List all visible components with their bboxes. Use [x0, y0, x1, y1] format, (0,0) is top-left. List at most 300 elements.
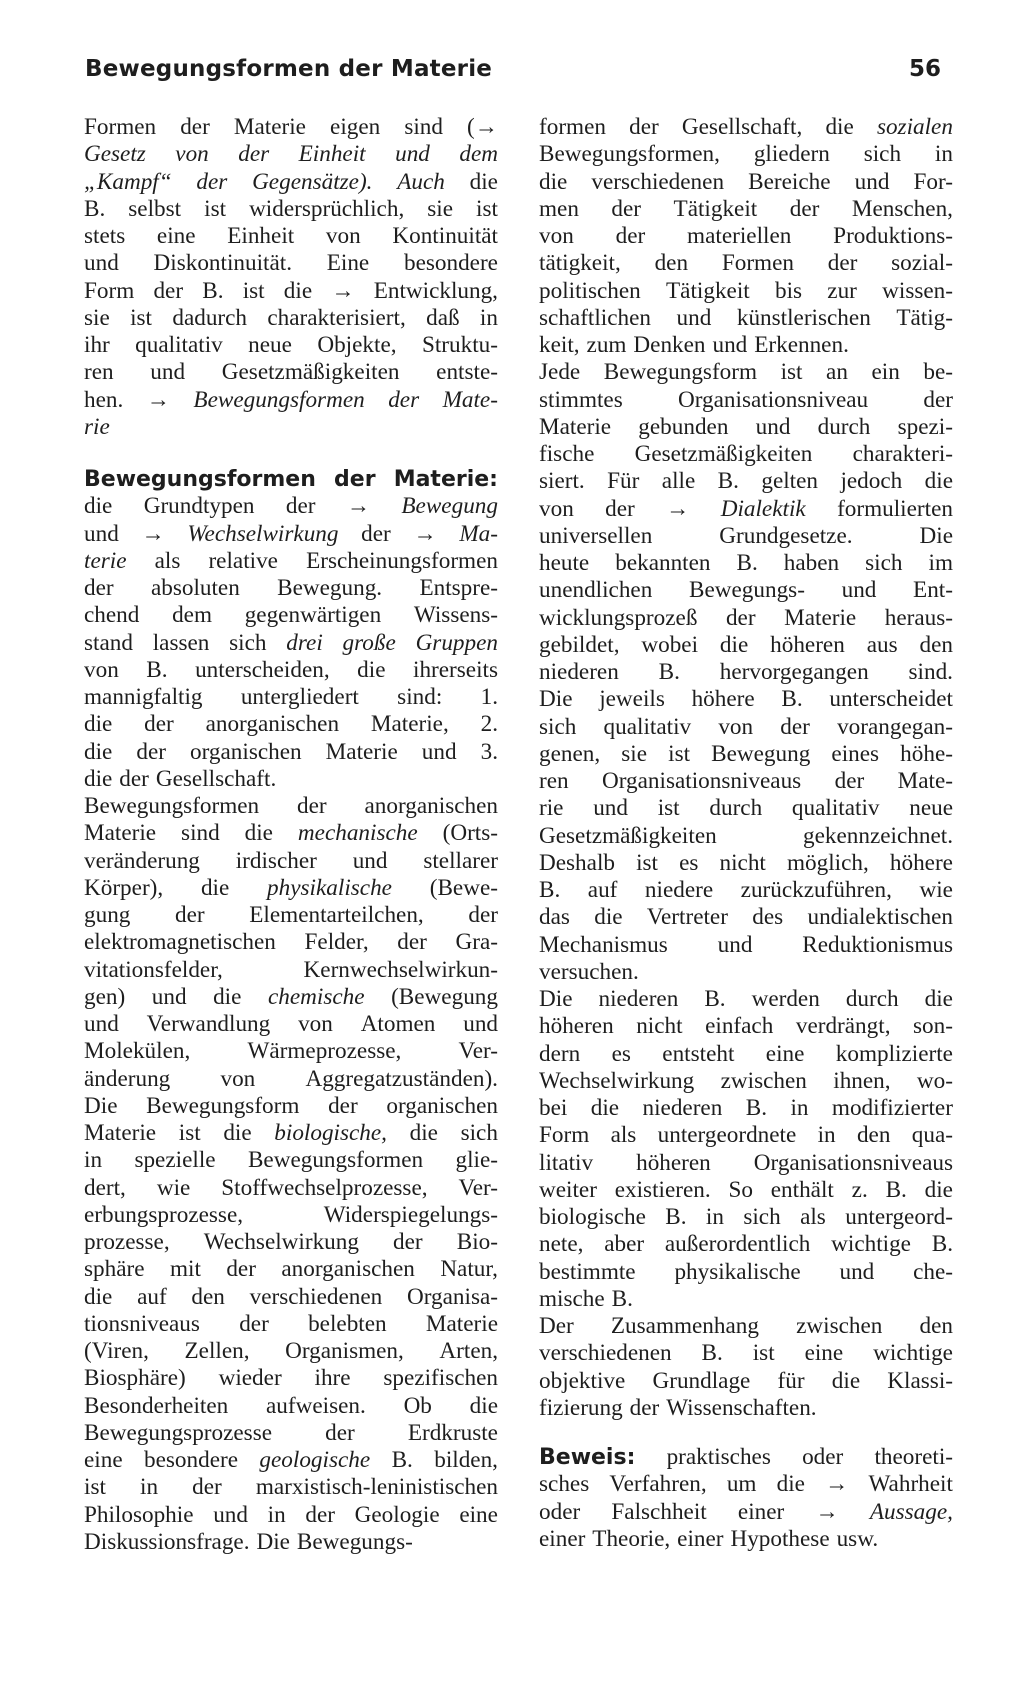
word: Entwicklung, [373, 277, 498, 304]
word: Formen [84, 114, 157, 140]
word: Materie [84, 820, 157, 847]
word: sind. [908, 659, 953, 685]
text-line [539, 1013, 953, 1040]
word: biologische, [274, 1120, 387, 1146]
text-line [84, 1420, 498, 1447]
word: zur [827, 277, 857, 304]
word: So [728, 1176, 753, 1203]
word: die [84, 493, 113, 520]
word: der [611, 195, 642, 222]
word: von [220, 1065, 256, 1092]
word: die [84, 765, 113, 792]
word: sozialen [876, 114, 953, 140]
word: bei [539, 1095, 568, 1121]
word: höhere [889, 849, 953, 876]
word: genen, [539, 740, 601, 767]
text-line [84, 169, 498, 196]
word: tionsniveaus [84, 1310, 200, 1337]
word: ist [130, 304, 153, 331]
word: und [150, 359, 186, 386]
word: für [777, 1367, 805, 1394]
word: physikalische [674, 1258, 801, 1285]
word: der [827, 250, 858, 277]
text-line [539, 1395, 953, 1422]
word: von [539, 223, 574, 249]
word: widersprüchlich, [249, 195, 405, 222]
word: Einheit [298, 141, 366, 168]
word: Ver- [458, 1038, 498, 1065]
word: ihr [84, 332, 110, 358]
word: der [226, 1256, 256, 1283]
text-line [84, 1175, 498, 1202]
word: irdischer [235, 847, 317, 874]
word: Organisationsniveau [677, 386, 869, 413]
word: Bewegungsformen [247, 1147, 424, 1174]
word: in [267, 1501, 286, 1528]
word: B. [717, 468, 739, 495]
word: spezifischen [383, 1365, 498, 1392]
text-line [84, 1365, 498, 1392]
word: chemische [267, 983, 365, 1010]
word: Materie [539, 413, 612, 440]
word: Die [919, 522, 953, 549]
word: Hypothese [730, 1525, 830, 1552]
word: dern [539, 1040, 581, 1067]
word: dem [172, 602, 212, 629]
text-line [539, 741, 953, 768]
word: Wechselwirkung [539, 1067, 695, 1094]
word: wie [919, 877, 953, 903]
text-line [84, 1311, 498, 1338]
word: der [180, 114, 210, 140]
word: und [717, 931, 753, 958]
word: Form [84, 277, 135, 304]
word: mechanische [297, 820, 418, 847]
word: ihre [314, 1365, 351, 1392]
text-line [539, 768, 953, 795]
word: die [409, 1120, 438, 1146]
word: unterscheiden, [195, 656, 330, 683]
word: Die [539, 986, 573, 1012]
word: Bewegungsformen, [539, 141, 720, 168]
text-line [539, 1122, 953, 1149]
word: in [479, 304, 498, 331]
text-line [84, 711, 498, 738]
word: (→ [467, 114, 498, 140]
text-line [539, 196, 953, 223]
word: und [213, 1501, 248, 1528]
word: → [666, 495, 690, 522]
word: und [151, 983, 187, 1010]
word: in [817, 1122, 836, 1149]
word: Objekte, [317, 332, 397, 358]
word: → [825, 1471, 849, 1498]
word: → [331, 277, 355, 304]
word: verschiedenen [249, 1283, 383, 1310]
text-line [539, 550, 953, 577]
word: Materie [325, 738, 398, 765]
text-line [84, 1393, 498, 1420]
word: schaftlichen [539, 304, 652, 331]
word: Tätigkeit [673, 195, 758, 222]
text-line [84, 766, 498, 793]
word: relative [208, 547, 278, 574]
word: objektive [539, 1367, 626, 1394]
word: und [84, 520, 119, 547]
word: niederen [539, 659, 619, 685]
word: modifizierter [831, 1095, 953, 1121]
word: höheren [539, 1013, 614, 1040]
word: gung [84, 902, 131, 928]
word: Organismen, [285, 1338, 404, 1364]
word: rie [84, 413, 110, 440]
text-line [539, 441, 953, 468]
word: Jede [539, 359, 581, 386]
word: hervorgegangen [719, 659, 869, 685]
word: den [919, 631, 953, 658]
word: B. [736, 550, 758, 576]
word: veränderung [84, 847, 200, 874]
word: Gra- [455, 929, 498, 956]
word: Bewegungsform [603, 359, 758, 386]
word: der [361, 520, 391, 547]
text-line [84, 1038, 498, 1065]
word: der [153, 277, 184, 304]
word: B. [539, 877, 561, 903]
word: sich [539, 713, 577, 740]
word: sie [621, 740, 648, 767]
word: anorganischen [205, 711, 340, 738]
word: Biosphäre) [84, 1365, 186, 1392]
word: (Viren, [84, 1338, 149, 1364]
word: die [283, 277, 313, 304]
word: absoluten [150, 575, 240, 601]
word: Tätigkeit [666, 277, 750, 304]
word: dem [459, 141, 498, 168]
word: Natur, [440, 1256, 498, 1283]
word: auf [587, 877, 618, 903]
word: die [924, 986, 953, 1012]
text-line [84, 820, 498, 847]
word: niederen [642, 1095, 723, 1121]
word: Bewegungs- [296, 1528, 413, 1555]
word: die [831, 1367, 861, 1394]
word: aus [866, 631, 898, 658]
word: Stoffwechselprozesse, [221, 1174, 428, 1201]
word: der [297, 793, 327, 819]
word: chend [84, 602, 140, 629]
text-line [84, 1284, 498, 1311]
paragraph-social-forms [539, 114, 953, 359]
word: Bewegung [711, 740, 811, 767]
word: die [469, 168, 498, 195]
word: Aggregatzuständen). [305, 1065, 498, 1092]
text-line [539, 414, 953, 441]
word: der [84, 575, 114, 601]
word: künstlerischen [736, 304, 871, 331]
word: Materie [425, 1310, 498, 1337]
word: → [413, 520, 437, 547]
word: qualitativ [791, 795, 880, 822]
word: gebunden [638, 413, 729, 440]
word: eigen [330, 114, 381, 140]
text-line [84, 630, 498, 657]
word: B. [701, 1340, 723, 1367]
word: keit, [539, 332, 580, 358]
word: Zellen, [184, 1338, 250, 1364]
word: B. [745, 1095, 768, 1121]
word: Denken [633, 332, 706, 358]
word: Verfahren, [609, 1471, 707, 1498]
word: von [325, 223, 361, 249]
word: durch [817, 413, 871, 440]
word: änderung [84, 1065, 171, 1092]
word: Bewegungsform [146, 1092, 300, 1119]
word: B. [885, 1176, 907, 1203]
word: B. [84, 195, 106, 222]
text-line [539, 223, 953, 250]
word: sind: [397, 684, 443, 710]
word: Klassi- [887, 1367, 953, 1394]
word: B. [202, 277, 224, 304]
word: Wärmeprozesse, [247, 1038, 402, 1065]
word: untergliedert [240, 684, 359, 710]
word: außerordentlich [664, 1231, 811, 1258]
word: Gesellschaft, [681, 114, 803, 140]
word: qualitativ [603, 713, 692, 740]
word: Besonderheiten [84, 1392, 229, 1419]
word: den [856, 1122, 891, 1149]
text-line [84, 902, 498, 929]
word: ist [636, 849, 658, 876]
word: Mechanismus [539, 931, 668, 958]
word: Diskussionsfrage. [84, 1528, 250, 1555]
word: drei [286, 629, 323, 656]
word: ist [178, 1120, 201, 1146]
word: Erscheinungsformen [306, 547, 498, 574]
word: Arten, [439, 1338, 498, 1364]
word: die [590, 1095, 620, 1121]
word: sich [743, 1204, 781, 1230]
word: durch [709, 795, 763, 822]
word: mit [169, 1256, 201, 1283]
word: bestimmte [539, 1258, 636, 1285]
word: Menschen, [851, 195, 953, 222]
entry-beweis [539, 1444, 953, 1553]
word: und [593, 795, 628, 822]
word: der [136, 738, 166, 765]
text-line [539, 1041, 953, 1068]
word: B. [665, 1204, 687, 1230]
word: Auch [397, 168, 445, 195]
word: Produktions- [833, 223, 953, 249]
word: sches [539, 1471, 590, 1498]
text-line [539, 305, 953, 332]
word: alle [661, 468, 696, 495]
word: wie [156, 1174, 191, 1201]
word: mische [539, 1285, 605, 1312]
text-line [539, 795, 953, 822]
word: politischen [539, 277, 641, 304]
word: dert, [84, 1174, 126, 1201]
word: heute [539, 550, 590, 576]
word: es [679, 849, 699, 876]
word: selbst [128, 195, 182, 222]
word: die [924, 1176, 953, 1203]
word: Widerspiegelungs- [323, 1201, 498, 1228]
word: Erkennen. [754, 332, 849, 358]
text-line [84, 575, 498, 602]
text-line [539, 632, 953, 659]
word: wo- [916, 1067, 953, 1094]
word: gebildet, [539, 631, 620, 658]
word: den [191, 1283, 225, 1310]
word: und [854, 168, 890, 195]
word: heraus- [884, 604, 953, 631]
word: nicht [636, 1013, 683, 1040]
word: ren [539, 768, 569, 794]
word: glie- [455, 1147, 498, 1174]
text-line [539, 1444, 953, 1471]
word: durch [845, 986, 899, 1012]
text-line [84, 493, 498, 520]
text-line [84, 548, 498, 575]
word: Einheit [227, 223, 295, 249]
word: es [611, 1040, 631, 1067]
word: Bewegungsprozesse [84, 1419, 273, 1446]
word: ist [242, 277, 265, 304]
text-line [84, 1147, 498, 1174]
headword-part: Bewegungsformen [84, 467, 316, 492]
text-line [539, 359, 953, 386]
word: das [539, 904, 570, 931]
text-line [539, 1095, 953, 1122]
word: der [615, 223, 646, 249]
word: Ma- [459, 520, 498, 547]
word: hen. [84, 386, 124, 413]
text-line [539, 577, 953, 604]
text-line [84, 1120, 498, 1147]
word: weiter [539, 1176, 597, 1203]
word: B. [781, 686, 803, 713]
word: organischen [386, 1092, 498, 1119]
word: elektromagnetischen [84, 929, 276, 956]
text-line [539, 169, 953, 196]
word: formen [539, 114, 606, 140]
word: Wechselwirkung [187, 520, 339, 547]
word: Form [539, 1122, 590, 1149]
word: sind [404, 114, 443, 140]
word: vitationsfelder, [84, 956, 223, 983]
word: werden [751, 986, 820, 1012]
word: den [654, 250, 689, 277]
word: der [192, 1474, 222, 1501]
word: Materie [84, 1120, 157, 1146]
word: Ent- [913, 577, 953, 604]
word: wichtige [831, 1231, 911, 1258]
text-line [539, 250, 953, 277]
word: Wahrheit [868, 1471, 953, 1498]
entry-headword: Beweis: [539, 1445, 636, 1470]
word: Bewegungsformen [193, 386, 365, 413]
word: Wissens- [413, 602, 498, 629]
word: sich [229, 629, 267, 656]
text-line [539, 141, 953, 168]
text-line [84, 1447, 498, 1474]
word: praktisches [666, 1444, 771, 1470]
word: Gegensätze). [252, 168, 373, 195]
text-line [84, 984, 498, 1011]
paragraph-lower-higher-forms [539, 986, 953, 1313]
word: die [244, 820, 273, 847]
word: Gesetzmäßigkeiten [221, 359, 400, 386]
word: zurückzuführen, [740, 877, 892, 903]
text-line [539, 1286, 953, 1313]
word: enthält [770, 1176, 834, 1203]
word: höheren [770, 631, 845, 658]
word: der [175, 902, 205, 928]
text-line [84, 114, 498, 141]
word: an [826, 359, 848, 386]
text-line [84, 414, 498, 441]
word: oder [802, 1444, 844, 1470]
word: 1. [480, 684, 498, 710]
word: Bio- [456, 1229, 498, 1255]
word: → [815, 1498, 839, 1525]
word: 2. [480, 711, 498, 738]
word: qualitativ [135, 332, 223, 358]
text-line [84, 1529, 498, 1556]
word: stimmtes [539, 386, 623, 413]
word: wieder [218, 1365, 282, 1392]
word: For- [913, 168, 953, 195]
word: Geologie [354, 1501, 440, 1528]
word: Philosophie [84, 1501, 194, 1528]
word: Eine [326, 250, 370, 277]
word: die [223, 1120, 252, 1146]
word: besondere [403, 250, 498, 277]
word: gekennzeichnet. [803, 822, 953, 849]
word: als [800, 1204, 826, 1230]
word: eine [84, 1447, 123, 1473]
text-line [84, 196, 498, 223]
text-line [539, 114, 953, 141]
text-line [539, 1259, 953, 1286]
text-line [539, 850, 953, 877]
text-line [539, 877, 953, 904]
paragraph-anorganic-organic [84, 793, 498, 1556]
word: Kontinuität [392, 223, 498, 249]
word: Grundgesetze. [719, 522, 853, 549]
word: siert. [539, 468, 585, 495]
text-line [84, 1502, 498, 1529]
word: eines [831, 740, 880, 767]
text-line [539, 714, 953, 741]
word: Materie [784, 604, 857, 631]
text-line [84, 223, 498, 250]
word: von [175, 141, 209, 168]
word: undialektischen [807, 904, 953, 931]
word: versuchen. [539, 958, 639, 985]
word: die [469, 1392, 498, 1419]
word: terie [84, 547, 127, 574]
text-line [539, 1150, 953, 1177]
text-line [539, 959, 953, 986]
word: gegenwärtigen [244, 602, 382, 629]
word: Mate- [897, 768, 953, 794]
word: um [726, 1471, 757, 1498]
word: rie [539, 795, 564, 822]
